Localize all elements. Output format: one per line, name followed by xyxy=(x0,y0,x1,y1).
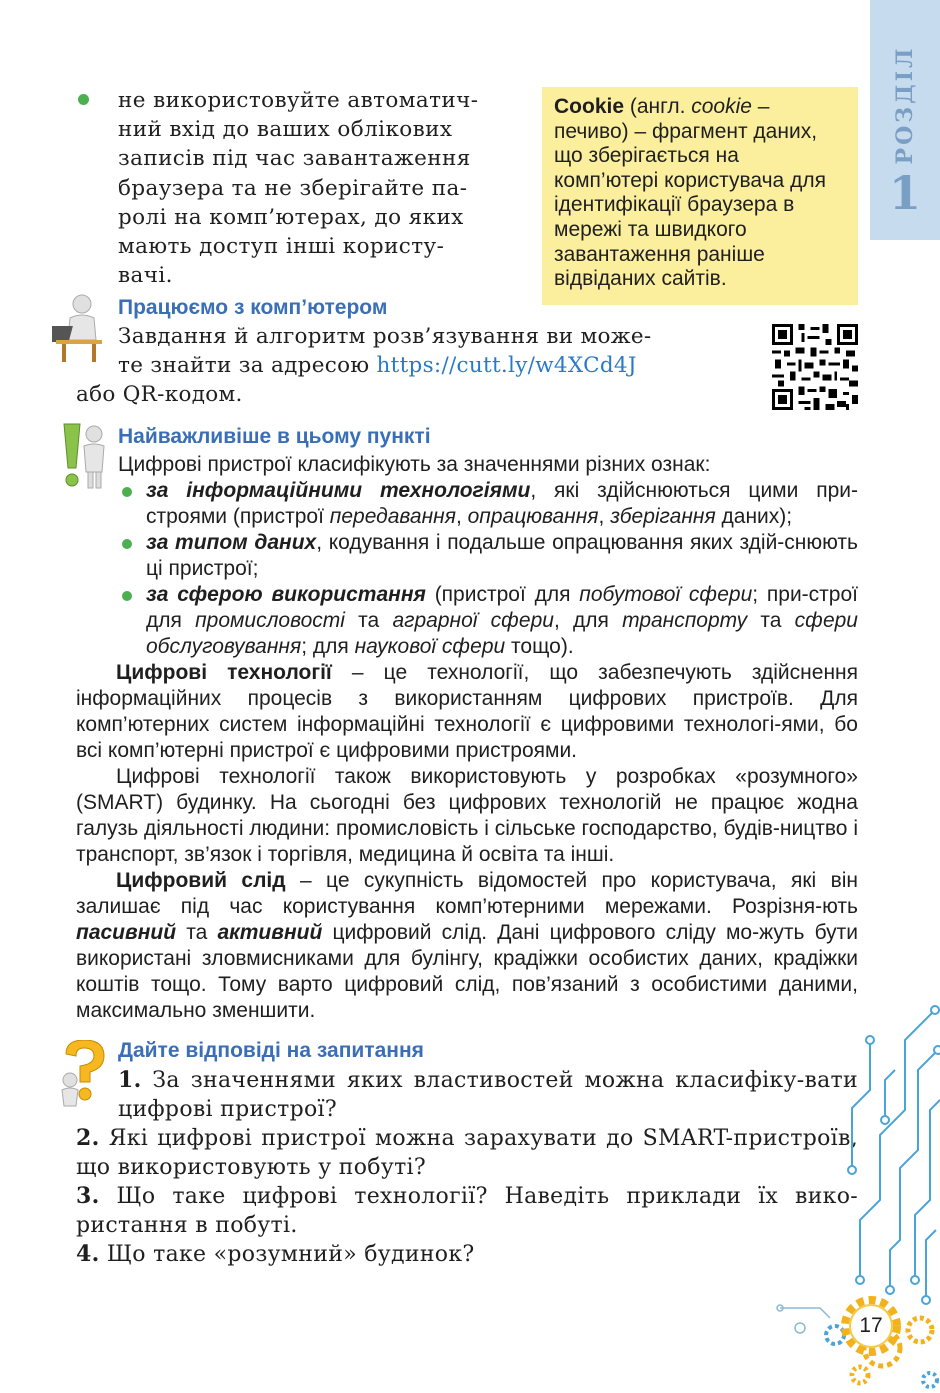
line: ний вхід до ваших облікових xyxy=(118,117,453,143)
line: вачі. xyxy=(118,263,173,289)
bullet-dot xyxy=(122,487,132,497)
person-at-computer-icon xyxy=(52,292,114,364)
computer-work-line3: або QR-кодом. xyxy=(76,382,243,407)
text: (пристрої для xyxy=(425,583,580,606)
text: , xyxy=(598,505,611,528)
top-bullet-item xyxy=(74,86,524,290)
emphasis: за інформаційними технологіями xyxy=(146,479,531,502)
computer-work-line2 xyxy=(118,351,758,381)
line: не використовуйте автоматич- xyxy=(118,88,479,113)
text: ; при-строї для xyxy=(146,583,858,632)
question-text: За значеннями яких властивостей можна класифіку-вати цифрові пристрої? xyxy=(118,1068,858,1122)
qr-code[interactable] xyxy=(772,324,858,410)
italic: передавання xyxy=(329,505,456,528)
task-link[interactable]: https://cutt.ly/w4XCd4J xyxy=(376,353,637,378)
text: , кодування і подальше опрацювання яких здій-снюють ці пристрої; xyxy=(146,531,858,580)
note-italic: cookie xyxy=(691,95,752,118)
note-term: Cookie xyxy=(554,95,625,118)
question-number: 1. xyxy=(118,1067,142,1093)
chapter-label: РОЗДІЛ xyxy=(892,45,918,165)
list-item xyxy=(76,530,858,582)
question-number: 4. xyxy=(76,1241,100,1267)
emphasis: за сферою використання xyxy=(146,583,426,606)
question-number: 2. xyxy=(76,1125,100,1151)
chapter-tab xyxy=(870,0,940,240)
text: – це сукупність відомостей про користувача, які він залишає під час користування комп’ютерними мережами. Розрізня-ють xyxy=(76,869,858,918)
italic: побутової сфери xyxy=(579,583,753,606)
text: , для xyxy=(553,609,623,632)
term: Цифрові технології xyxy=(116,661,332,684)
section-title-questions: Дайте відповіді на запитання xyxy=(118,1039,424,1062)
italic: промисловості xyxy=(195,609,345,632)
term: Цифровий слід xyxy=(116,869,286,892)
text: , які здійснюються цими при-строями (пристрої xyxy=(146,479,858,528)
bullet-dot xyxy=(78,94,89,105)
text: та xyxy=(344,609,393,632)
line: браузера та не зберігайте па- xyxy=(118,175,468,201)
italic: опрацювання xyxy=(467,505,599,528)
question-text: Що таке цифрові технології? Наведіть приклади їх вико-ристання в побуті. xyxy=(76,1184,858,1238)
italic: сфери обслуговування xyxy=(146,609,858,658)
question-number: 3. xyxy=(76,1183,100,1209)
text: ; для xyxy=(301,635,355,658)
note-text: – печиво) – фрагмент даних, що зберігається на комп’ютері користувача для ідентифікації браузера в мережі та швидкого завантаження раніше відвіданих сайтів. xyxy=(554,95,826,291)
question-text: Які цифрові пристрої можна зарахувати до SMART-пристроїв, що використовують у побуті? xyxy=(76,1126,858,1180)
chapter-number: 1 xyxy=(888,166,921,220)
text: – це технології, що забезпечують здійснення інформаційних процесів з використанням цифрових пристроїв. Для комп’ютерних систем інформаційні технології є цифровими технологі-ями, бо всі комп’ютерні пристрої є цифровими пристроями. xyxy=(76,661,859,762)
text: та xyxy=(176,921,218,944)
question-text: Що таке «розумний» будинок? xyxy=(99,1242,475,1267)
text: цифровий слід. Дані цифрового сліду мо-жуть бути використані зловмисниками для булінгу, крадіжки особистих даних, крадіжки коштів тощо. Тому варто цифровий слід, пов’язаний з особистими даними, максимально зменшити. xyxy=(76,921,859,1022)
line: ролі на комп’ютерах, до яких xyxy=(118,204,464,230)
key-points-body xyxy=(76,452,858,1024)
paragraph-digital-tech xyxy=(76,660,858,764)
bullet-dot xyxy=(122,539,132,549)
italic: аграрної сфери xyxy=(392,609,554,632)
text: даних); xyxy=(715,505,793,528)
text: та xyxy=(747,609,795,632)
top-bullet-text xyxy=(118,86,524,290)
note-text: (англ. xyxy=(624,95,692,118)
paragraph-smart-home: Цифрові технології також використовують у розробках «розумного» (SMART) будинку. На сьогодні без цифрових технологій не працює жодна галузь діяльності людини: промисловість і сільське господарство, будів-ництво і транспорт, зв’язок і торгівля, медицина й освіта та інші. xyxy=(76,765,858,866)
page-number: 17 xyxy=(851,1306,891,1346)
computer-work-line1: Завдання й алгоритм розв’язування ви може- xyxy=(118,324,652,349)
emphasis: за типом даних xyxy=(146,531,317,554)
list-item xyxy=(76,478,858,530)
text: , xyxy=(455,505,468,528)
key-points-intro: Цифрові пристрої класифікують за значеннями різних ознак: xyxy=(118,453,711,476)
line: мають доступ інші користу- xyxy=(118,234,445,260)
list-item xyxy=(76,582,858,660)
italic: транспорту xyxy=(622,609,748,632)
text: тощо). xyxy=(505,635,574,658)
italic: наукової сфери xyxy=(354,635,506,658)
emphasis: пасивний xyxy=(76,921,177,944)
italic: зберігання xyxy=(610,505,716,528)
line: записів під час завантаження xyxy=(118,146,471,172)
section-title-computer-work: Працюємо з комп’ютером xyxy=(118,296,388,319)
line-text: те знайти за адресою xyxy=(118,353,377,378)
page-number-badge xyxy=(840,1295,902,1357)
bullet-dot xyxy=(122,591,132,601)
emphasis: активний xyxy=(217,921,323,944)
section-title-key-points: Найважливіше в цьому пункті xyxy=(118,425,431,448)
cookie-definition-note xyxy=(542,87,858,305)
